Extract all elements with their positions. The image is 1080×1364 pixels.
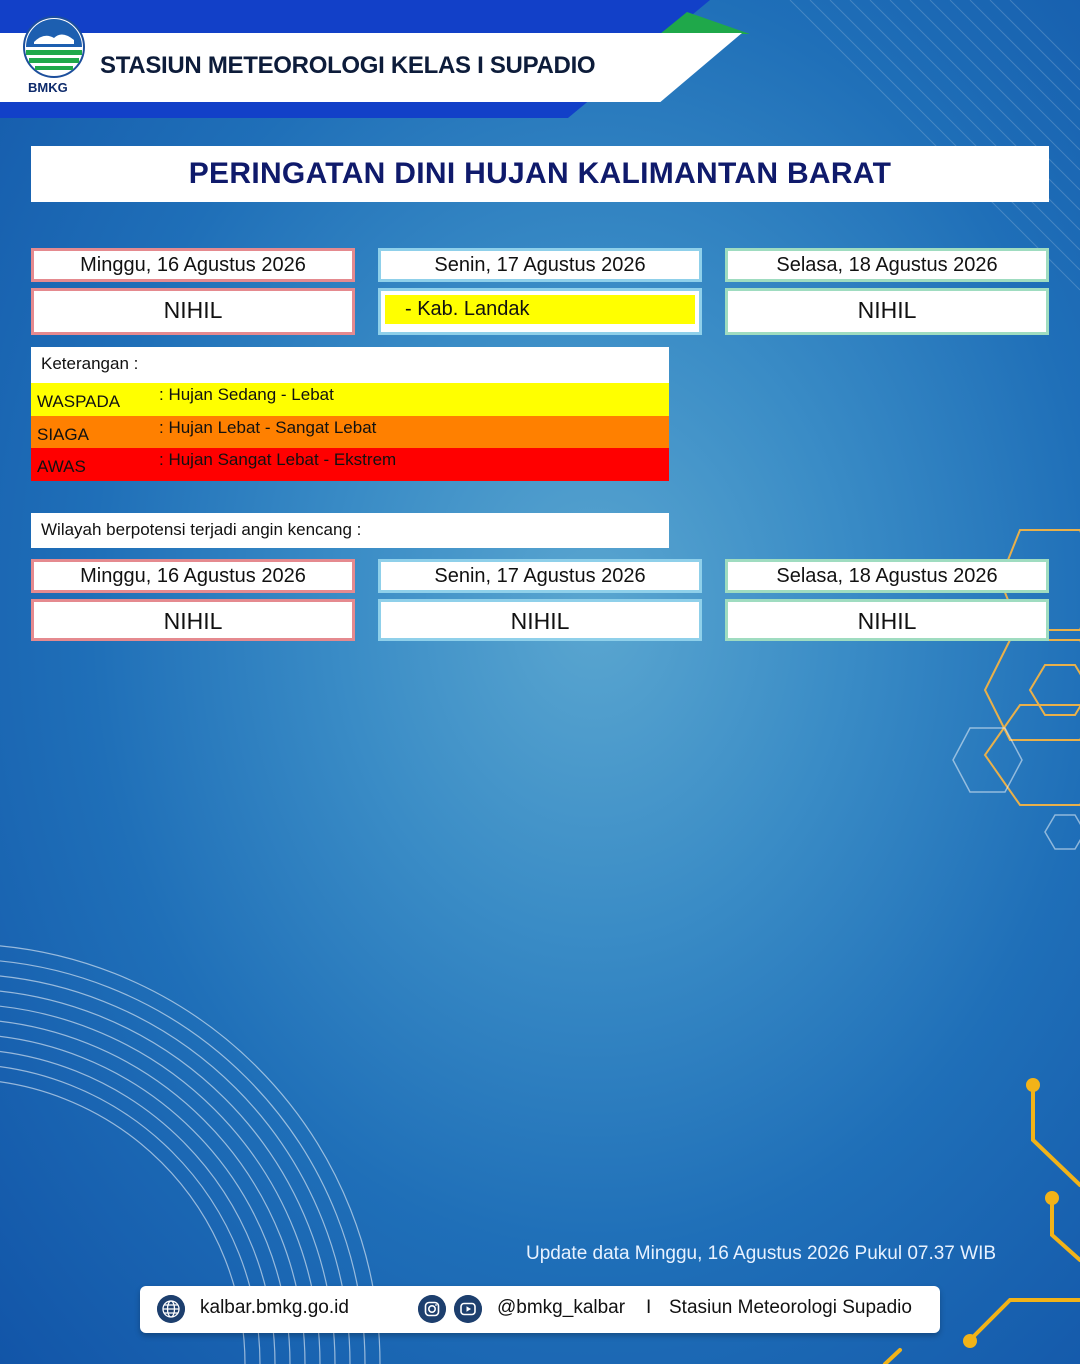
legend-level: AWAS bbox=[37, 457, 86, 476]
wind-date-day2: Senin, 17 Agustus 2026 bbox=[378, 559, 702, 593]
legend-row-waspada bbox=[31, 383, 669, 416]
footer-bar bbox=[140, 1286, 940, 1333]
rain-date-day1: Minggu, 16 Agustus 2026 bbox=[31, 248, 355, 282]
legend-desc: : Hujan Lebat - Sangat Lebat bbox=[159, 418, 377, 437]
legend-desc: : Hujan Sedang - Lebat bbox=[159, 385, 334, 404]
wind-value-day1: NIHIL bbox=[31, 599, 355, 641]
youtube-icon[interactable] bbox=[454, 1295, 482, 1323]
rain-date-day3: Selasa, 18 Agustus 2026 bbox=[725, 248, 1049, 282]
legend-heading: Keterangan : bbox=[41, 354, 139, 373]
rain-value-day3: NIHIL bbox=[725, 288, 1049, 335]
legend-box bbox=[31, 347, 669, 481]
wind-value-day2: NIHIL bbox=[378, 599, 702, 641]
legend-row-awas bbox=[31, 448, 669, 481]
instagram-icon[interactable] bbox=[418, 1295, 446, 1323]
rain-value-day1: NIHIL bbox=[31, 288, 355, 335]
social-handle[interactable]: @bmkg_kalbar bbox=[497, 1297, 626, 1318]
footer-station-name: Stasiun Meteorologi Supadio bbox=[669, 1297, 912, 1318]
logo-text: BMKG bbox=[28, 80, 68, 95]
website-link[interactable]: kalbar.bmkg.go.id bbox=[200, 1297, 349, 1318]
legend-row-siaga bbox=[31, 416, 669, 449]
wind-date-day1: Minggu, 16 Agustus 2026 bbox=[31, 559, 355, 593]
station-name: STASIUN METEOROLOGI KELAS I SUPADIO bbox=[100, 52, 596, 79]
legend-desc: : Hujan Sangat Lebat - Ekstrem bbox=[159, 450, 397, 469]
update-timestamp: Update data Minggu, 16 Agustus 2026 Pukul 07.37 WIB bbox=[526, 1243, 997, 1264]
page-title-box bbox=[31, 146, 1049, 202]
rain-value-day2: - Kab. Landak bbox=[385, 295, 695, 324]
footer-separator: I bbox=[646, 1297, 652, 1318]
rain-date-day2: Senin, 17 Agustus 2026 bbox=[378, 248, 702, 282]
page-title: PERINGATAN DINI HUJAN KALIMANTAN BARAT bbox=[188, 157, 892, 190]
wind-value-day3: NIHIL bbox=[725, 599, 1049, 641]
rain-value-day2-box bbox=[378, 288, 702, 335]
wind-heading: Wilayah berpotensi terjadi angin kencang : bbox=[31, 513, 669, 548]
globe-icon[interactable] bbox=[157, 1295, 185, 1323]
legend-level: SIAGA bbox=[37, 425, 89, 444]
wind-date-day3: Selasa, 18 Agustus 2026 bbox=[725, 559, 1049, 593]
legend-level: WASPADA bbox=[37, 392, 121, 411]
